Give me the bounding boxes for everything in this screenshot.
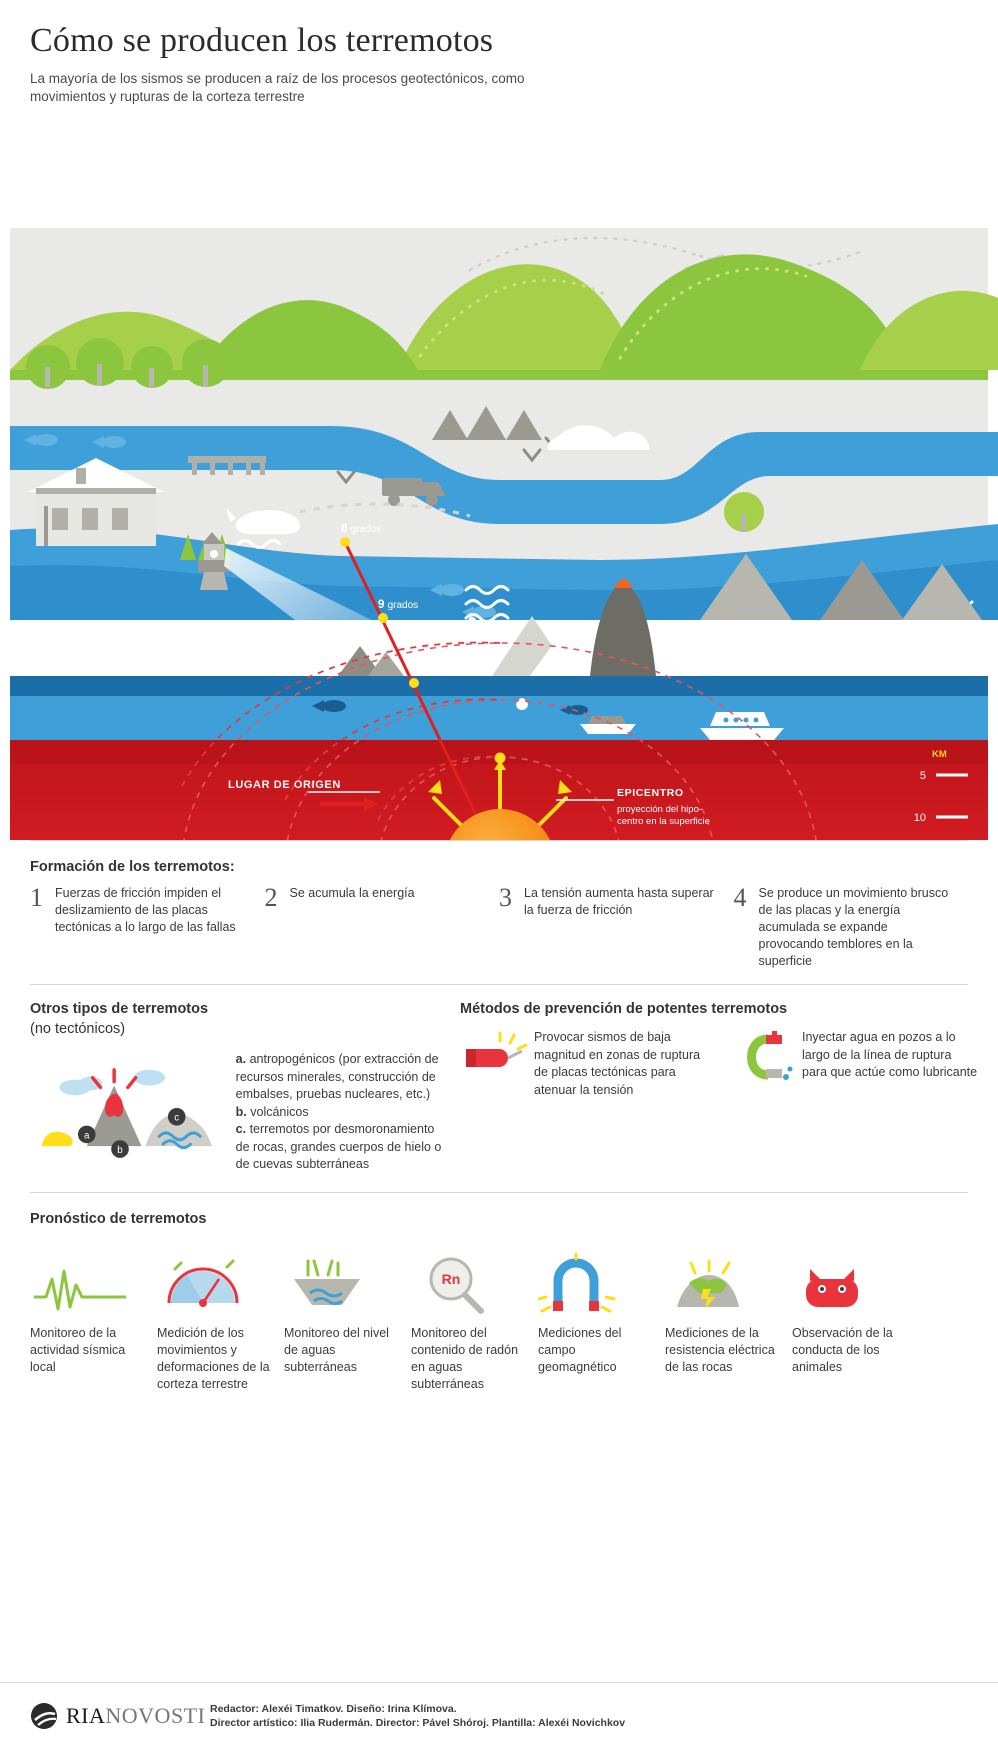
step-text: Se acumula la energía	[289, 886, 415, 900]
pronostico-item	[792, 1245, 919, 1393]
logo	[30, 1702, 210, 1730]
label-lugar-de-origen: LUGAR DE ORIGEN	[228, 779, 341, 791]
prevencion-block	[460, 1001, 978, 1174]
gauge-icon	[157, 1245, 274, 1317]
step-item	[30, 885, 265, 970]
pronostico-item	[411, 1245, 538, 1393]
ria-globe-icon	[30, 1702, 58, 1730]
pronostico-item	[538, 1245, 665, 1393]
prevencion-item	[728, 1029, 978, 1099]
rock-resistance-icon	[665, 1245, 782, 1317]
step-text: La tensión aumenta hasta superar la fuerza de fricción	[524, 886, 714, 917]
step-number: 1	[30, 883, 43, 912]
pronostico-section	[0, 1193, 998, 1403]
svg-text:a: a	[84, 1130, 90, 1142]
otros-tipos-illustration	[30, 1051, 226, 1163]
pronostico-grid	[30, 1245, 968, 1393]
prevencion-title: Métodos de prevención de potentes terremotos	[460, 1001, 788, 1017]
step-item	[265, 885, 500, 970]
pronostico-label: Monitoreo de la actividad sísmica local	[30, 1325, 126, 1374]
step-number: 3	[499, 883, 512, 912]
main-illustration	[0, 120, 998, 840]
pronostico-label: Observación de la conducta de los animales	[792, 1325, 893, 1374]
formacion-section	[0, 841, 998, 984]
intensity-10-label: 10 grados	[410, 665, 457, 677]
svg-text:c: c	[174, 1112, 180, 1124]
pronostico-label: Monitoreo del nivel de aguas subterráneas	[284, 1325, 389, 1374]
depth-unit: KM	[932, 749, 947, 760]
groundwater-icon	[284, 1245, 401, 1317]
prevencion-text: Inyectar agua en pozos a lo largo de la línea de ruptura para que actúe como lubricante	[802, 1030, 978, 1079]
otros-title: Otros tipos de terremotos	[30, 1001, 209, 1017]
header	[0, 0, 998, 106]
logo-light: NOVOSTI	[105, 1702, 206, 1728]
intensity-8-label: 8 grados	[341, 523, 382, 535]
label-epicentro-desc-2: centro en la superficie	[617, 816, 710, 827]
pronostico-label: Mediciones de la resistencia eléctrica de las rocas	[665, 1325, 775, 1374]
pronostico-item	[30, 1245, 157, 1393]
credits-line-1: Redactor: Alexéi Timatkov. Diseño: Irina Klímova.	[210, 1702, 457, 1715]
logo-text	[66, 1703, 205, 1729]
animal-icon	[792, 1245, 909, 1317]
intensity-9-label: 9 grados	[378, 599, 419, 611]
pronostico-label: Mediciones del campo geomagnético	[538, 1325, 622, 1374]
pronostico-item	[157, 1245, 284, 1393]
otros-prevencion-section	[0, 985, 998, 1192]
credits-line-2: Director artístico: Ilia Rudermán. Director: Pável Shóroj. Plantilla: Alexéi Novichkov	[210, 1716, 626, 1729]
step-item	[499, 885, 734, 970]
water-pipe-icon	[728, 1029, 802, 1092]
formacion-title: Formación de los terremotos:	[30, 859, 235, 875]
svg-text:b: b	[117, 1144, 123, 1156]
label-epicentro-desc-1: proyección del hipo-	[617, 804, 703, 815]
prevencion-text: Provocar sismos de baja magnitud en zonas de ruptura de placas tectónicas para atenuar la tensión	[534, 1030, 701, 1097]
page-subtitle: La mayoría de los sismos se producen a raíz de los procesos geotectónicos, como movimientos y rupturas de la corteza terrestre	[30, 71, 525, 104]
magnet-icon	[538, 1245, 655, 1317]
credits	[210, 1702, 625, 1730]
prevencion-item	[460, 1029, 710, 1099]
svg-text:Rn: Rn	[441, 1270, 461, 1287]
step-text: Fuerzas de fricción impiden el deslizamiento de las placas tectónicas a lo largo de las fallas	[55, 886, 236, 934]
seismograph-icon	[30, 1245, 147, 1317]
step-text: Se produce un movimiento brusco de las placas y la energía acumulada se expande provocando temblores en la superficie	[758, 886, 949, 968]
dynamite-icon	[460, 1029, 534, 1092]
step-item	[734, 885, 969, 970]
pronostico-item	[665, 1245, 792, 1393]
radon-magnifier-icon	[411, 1245, 528, 1317]
pronostico-title: Pronóstico de terremotos	[30, 1210, 207, 1227]
step-number: 4	[733, 883, 747, 912]
page-title: Cómo se producen los terremotos	[30, 22, 494, 59]
pronostico-label: Medición de los movimientos y deformaciones de la corteza terrestre	[157, 1325, 270, 1391]
pronostico-label: Monitoreo del contenido de radón en aguas subterráneas	[411, 1325, 519, 1391]
otros-description: a. antropogénicos (por extracción de recursos minerales, construcción de embalses, pruebas nucleares, etc.) b. volcánicos c. terremotos por desmoronamiento de rocas, grandes cuerpos de hielo o de cuevas subterráneas	[235, 1052, 442, 1171]
pronostico-item	[284, 1245, 411, 1393]
label-epicentro: EPICENTRO	[617, 787, 684, 799]
formacion-steps	[30, 885, 968, 970]
depth-tick-10: 10	[913, 812, 926, 824]
illustration-scene	[0, 120, 998, 840]
logo-main: RIA	[66, 1702, 106, 1728]
depth-tick-5: 5	[919, 770, 926, 782]
step-number: 2	[264, 883, 278, 912]
otros-tipos-block	[30, 1001, 460, 1174]
otros-subtitle: (no tectónicos)	[30, 1021, 126, 1037]
footer	[0, 1682, 998, 1748]
ocean-shallow	[10, 696, 988, 740]
